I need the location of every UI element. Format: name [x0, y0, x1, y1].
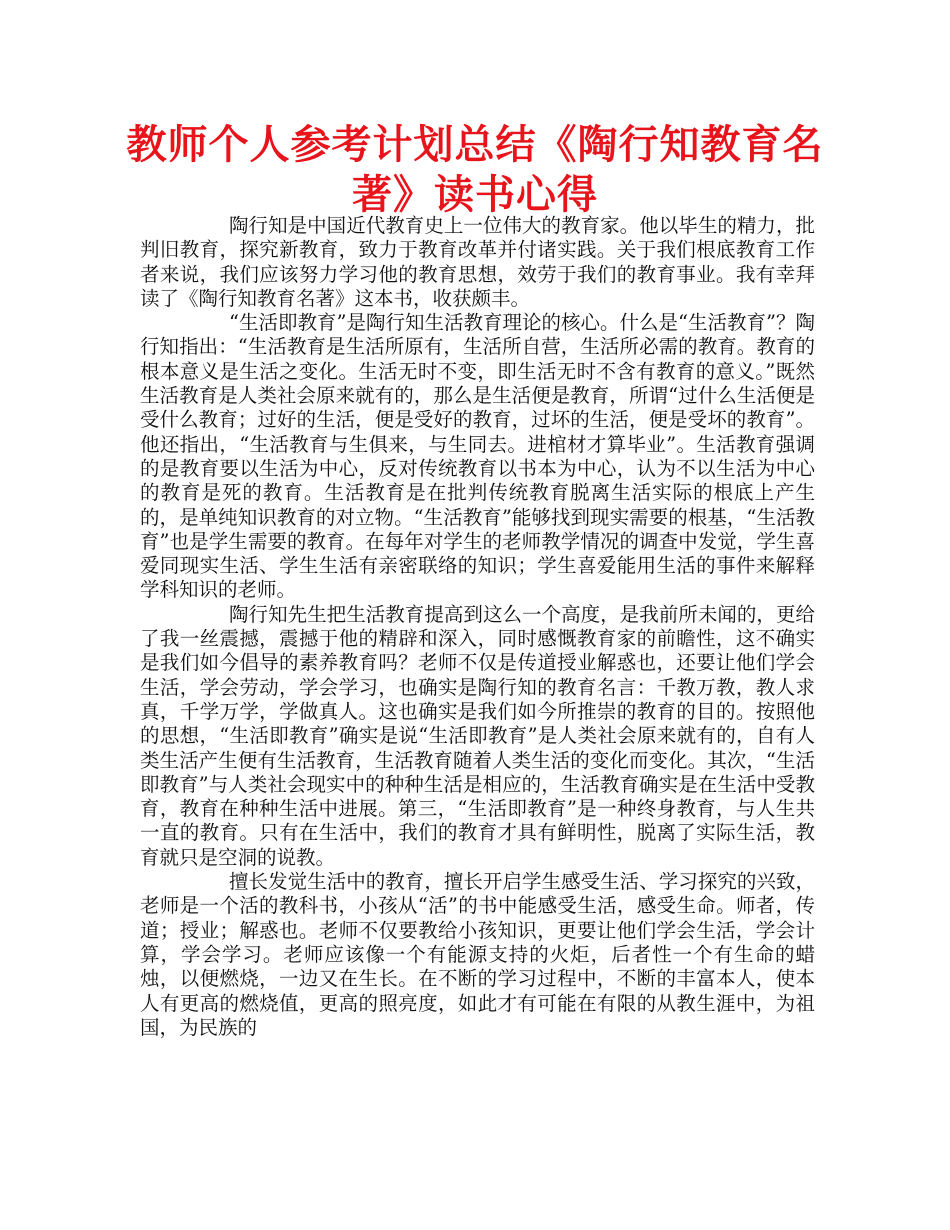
paragraph-2: “生活即教育”是陶行知生活教育理论的核心。什么是“生活教育”？陶行知指出：“生活教育是生活所原有，生活所自营，生活所必需的教育。教育的根本意义是生活之变化。生活无时不变，即生活无时不含有教育的意义。”既然生活教育是人类社会原来就有的，那么是生活便是教育，所谓“过什么生活便是受什么教育；过好的生活，便是受好的教育，过坏的生活，便是受坏的教育”。他还指出，“生活教育与生俱来，与生同去。进棺材才算毕业”。生活教育强调的是教育要以生活为中心，反对传统教育以书本为中心，认为不以生活为中心的教育是死的教育。生活教育是在批判传统教育脱离生活实际的根底上产生的，是单纯知识教育的对立物。“生活教育”能够找到现实需要的根基，“生活教育”也是学生需要的教育。在每年对学生的老师教学情况的调查中发觉，学生喜爱同现实生活、学生生活有亲密联络的知识；学生喜爱能用生活的事件来解释学科知识的老师。	[140, 311, 815, 602]
paragraph-4: 擅长发觉生活中的教育，擅长开启学生感受生活、学习探究的兴致，老师是一个活的教科书，小孩从“活”的书中能感受生活，感受生命。师者，传道；授业；解惑也。老师不仅要教给小孩知识，更要让他们学会生活，学会计算，学会学习。老师应该像一个有能源支持的火炬，后者性一个有生命的蜡烛，以便燃烧，一边又在生长。在不断的学习过程中，不断的丰富本人，使本人有更高的燃烧值，更高的照亮度，如此才有可能在有限的从教生涯中，为祖国，为民族的	[140, 870, 815, 1039]
paragraph-3: 陶行知先生把生活教育提高到这么一个高度，是我前所未闻的，更给了我一丝震撼，震撼于他的精辟和深入，同时感慨教育家的前瞻性，这不确实是我们如今倡导的素养教育吗？老师不仅是传道授业解惑也，还要让他们学会生活，学会劳动，学会学习，也确实是陶行知的教育名言：千教万教，教人求真，千学万学，学做真人。这也确实是我们如今所推崇的教育的目的。按照他的思想，“生活即教育”确实是说“生活即教育”是人类社会原来就有的，自有人类生活产生便有生活教育，生活教育随着人类生活的变化而变化。其次，“生活即教育”与人类社会现实中的种种生活是相应的，生活教育确实是在生活中受教育，教育在种种生活中进展。第三，“生活即教育”是一种终身教育，与人生共一直的教育。只有在生活中，我们的教育才具有鲜明性，脱离了实际生活，教育就只是空洞的说教。	[140, 602, 815, 869]
document-title: 教师个人参考计划总结《陶行知教育名著》读书心得	[126, 122, 824, 218]
paragraph-1: 陶行知是中国近代教育史上一位伟大的教育家。他以毕生的精力，批判旧教育，探究新教育，致力于教育改革并付诸实践。关于我们根底教育工作者来说，我们应该努力学习他的教育思想，效劳于我们的教育事业。我有幸拜读了《陶行知教育名著》这本书，收获颇丰。	[140, 214, 815, 310]
document-body	[140, 214, 815, 1040]
